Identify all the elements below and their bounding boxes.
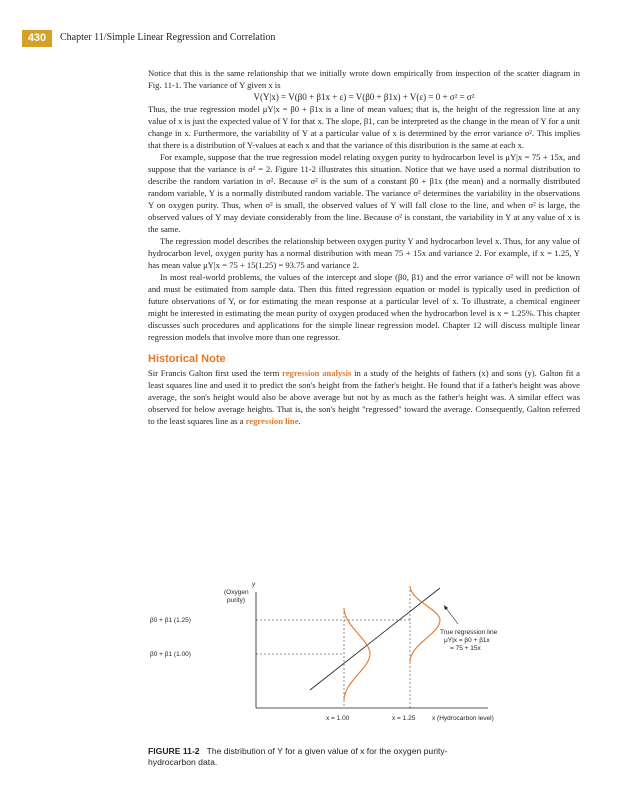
- keyword-regression-analysis: regression analysis: [282, 368, 352, 378]
- regression-equation-value: = 75 + 15x: [450, 645, 481, 652]
- equation-variance: V(Y|x) = V(β0 + β1x + ε) = V(β0 + β1x) + V(ε) = 0 + σ² = σ²: [253, 92, 475, 102]
- x-tick-1-25: x = 1.25: [392, 715, 416, 722]
- true-regression-line: [310, 588, 440, 690]
- x-tick-1-00: x = 1.00: [326, 715, 350, 722]
- running-head: Chapter 11/Simple Linear Regression and Correlation: [60, 32, 276, 43]
- page-header: [0, 30, 639, 48]
- y-axis-sub-1: (Oxygen: [224, 589, 249, 596]
- figure-caption: [148, 746, 448, 768]
- paragraph-2: Thus, the true regression model μY|x = β0 + β1x is a line of mean values; that is, the height of the regression line at any value of x is just the expected value of Y for that x. The slope, β1, can be interpreted as the change in the mean of Y for a unit change in x. Furthermore, the variability of Y at a particular value of x is determined by the error variance σ². This implies that there is a distribution of Y-values at each x and that the variance of this distribution is the same at each x.: [148, 104, 580, 150]
- figure-11-2: [148, 578, 580, 758]
- page-number: 430: [22, 30, 52, 47]
- label-arrow: [446, 608, 458, 624]
- y-tick-1-00: β0 + β1 (1.00): [150, 651, 191, 658]
- label-arrowhead: [444, 605, 448, 610]
- y-axis-sub-2: purity): [227, 597, 246, 604]
- historical-note-text: [148, 367, 580, 427]
- x-axis-label: x (Hydrocarbon level): [432, 715, 494, 722]
- historical-text-2: in a study of the heights of fathers (x) and sons (y). Galton fit a least squares line and used it to predict the son's height from the father's height. He found that if a father's height was above average, the son's height would also be above average but not by as much as the father's height was. A similar effect was observed for below average heights. That is, the son's height "regressed" toward the average. Consequently, Galton referred to the least squares line as a: [148, 368, 580, 426]
- normal-curve-x-1-25: [410, 586, 440, 662]
- paragraph-1: Notice that this is the same relationship that we initially wrote down empirically from inspection of the scatter diagram in Fig. 11-1. The variance of Y given x is: [148, 68, 580, 90]
- y-tick-1-25: β0 + β1 (1.25): [150, 617, 191, 624]
- regression-equation-label: μY|x = β0 + β1x: [444, 637, 490, 644]
- regression-line-label: True regression line: [440, 629, 498, 636]
- paragraph-5: In most real-world problems, the values of the intercept and slope (β0, β1) and the error variance σ² will not be known and must be estimated from sample data. Then this fitted regression equation or model is typically used in prediction of future observations of Y, or for estimating the mean response at a particular level of x. To illustrate, a chemical engineer might be interested in estimating the mean purity of oxygen produced when the hydrocarbon level is x = 1.25%. This chapter discusses such procedures and applications for the simple linear regression model. Chapter 12 will discuss multiple linear regression models that involve more than one regressor.: [148, 272, 580, 342]
- paragraph-3: For example, suppose that the true regression model relating oxygen purity to hydrocarbon level is μY|x = 75 + 15x, and suppose that the variance is σ² = 2. Figure 11-2 illustrates this situation. Notice that we have used a normal distribution to describe the random variation in σ². Because σ² is the sum of a constant β0 + β1x (the mean) and a normally distributed random variable, Y is a normally distributed random variable. The variance σ² determines the variability in the observations Y on oxygen purity. Thus, when σ² is small, the observed values of Y will fall close to the line, and when σ² is large, the observed values of Y may deviate considerably from the line. Because σ² is constant, the variability in Y at any value of x is the same.: [148, 152, 580, 234]
- body-text: [148, 67, 580, 427]
- historical-note-heading: Historical Note: [148, 353, 226, 365]
- figure-caption-text: The distribution of Y for a given value of x for the oxygen purity-hydrocarbon data.: [148, 746, 448, 767]
- y-axis-label: y: [252, 581, 256, 588]
- paragraph-4: The regression model describes the relationship between oxygen purity Y and hydrocarbon level x. Thus, for any value of hydrocarbon level, oxygen purity has a normal distribution with mean 75 + 15x and variance 2. For example, if x = 1.25, Y has mean value μY|x = 75 + 15(1.25) = 93.75 and variance 2.: [148, 236, 580, 270]
- keyword-regression-line: regression line: [245, 416, 299, 426]
- historical-text-3: .: [298, 416, 301, 426]
- normal-curve-x-1-00: [344, 608, 370, 700]
- figure-caption-number: FIGURE 11-2: [148, 746, 200, 756]
- figure-diagram: [148, 578, 580, 743]
- historical-text-1: Sir Francis Galton first used the term: [148, 368, 283, 378]
